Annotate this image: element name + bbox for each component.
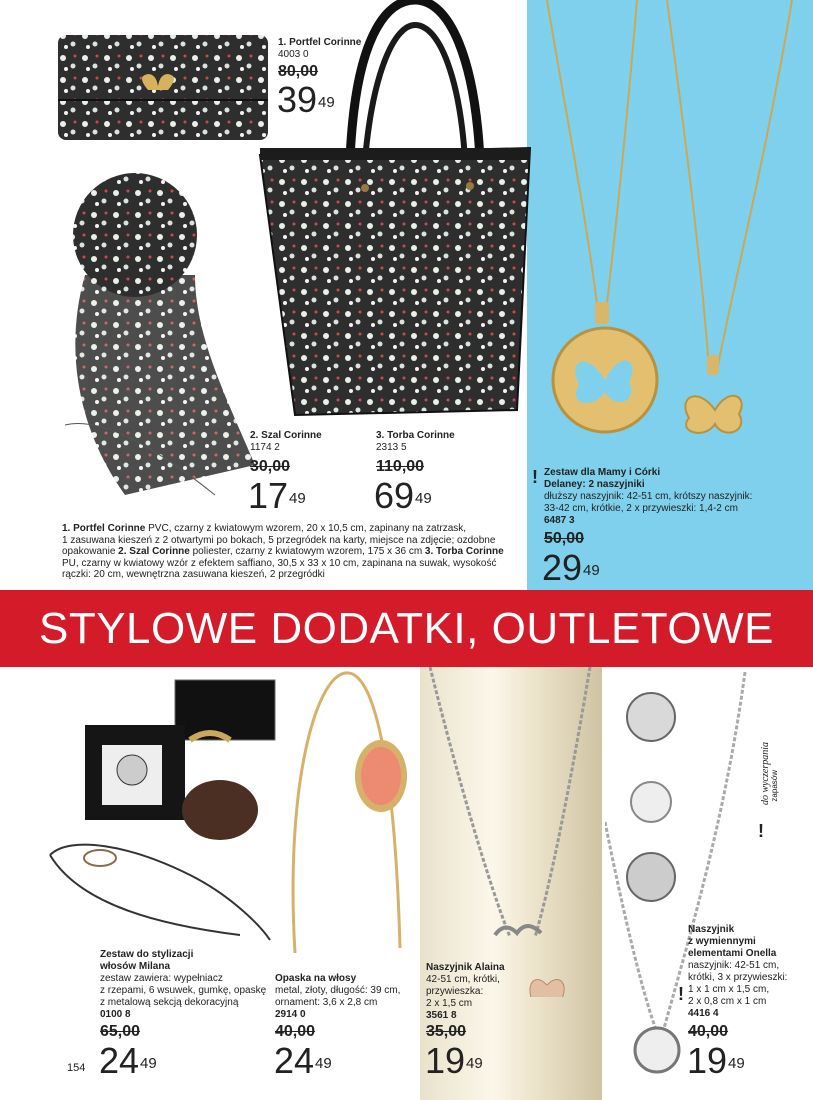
headband-text: Opaska na włosy metal, złoty, długość: 39 cm, ornament: 3,6 x 2,8 cm 2914 0 [275,973,401,1020]
hair-set-text: Zestaw do stylizacji włosów Milana zestaw zawiera: wypełniacz z rzepami, 6 wsuwek, gumkę, opaskę z metalową sekcją dekoracyjną 0100 8 [100,949,267,1020]
hair-set-price: $24^{49}$ [99,1040,157,1081]
bag-title: 3. Torba Corinne [376,430,455,441]
corinne-description: 1. Portfel Corinne PVC, czarny z kwiatowym wzorem, 20 x 10,5 cm, zapinany na zatrzask, 1 zasuwana kieszeń z 2 otwartymi po bokach, 5 przegródek na karty, miejsce na zdjęcie; ozdobne opakowanie 2. Szal Corinne poliester, czarny z kwiatowym wzorem, 175 x 36 cm 3. Torba Corinne PU, czarny w kwiatowy wzór z efektem saffiano, 30,5 x 33 x 10 cm, zapinana na suwak, wysokość rączki: 20 cm, wewnętrzna zasuwana kieszeń, 2 przegródki [62,523,504,580]
bag-code: 2313 5 [376,442,407,453]
alaina-necklace-image [420,667,602,997]
section-banner: STYLOWE DODATKI, OUTLETOWE [0,590,813,667]
mother-daughter-old-price: 50,00 [544,530,585,547]
stock-note-line2: zapasów [770,770,779,802]
onella-limited-stock-icon: ! [678,984,684,1004]
alaina-old-price: 35,00 [426,1023,467,1040]
stock-note-exclamation-icon: ! [758,821,764,841]
headband-image [285,668,420,958]
stock-note: do wyczerpania [760,742,771,806]
wallet-code: 4003 0 [278,49,309,60]
onella-old-price: 40,00 [688,1023,729,1040]
scarf-image [45,165,260,505]
scarf-code: 1174 2 [250,442,280,453]
mother-daughter-price: $29^{49}$ [542,547,600,588]
onella-text: Naszyjnik z wymiennymi elementami Onella naszyjnik: 42-51 cm, krótki, 3 x przywieszki: 1 x 1 cm x 1,5 cm, 2 x 0,8 cm x 1 cm 4416 4 [688,924,788,1019]
wallet-old-price: 80,00 [278,63,319,80]
wallet-price: $39^{49}$ [277,79,335,120]
mother-daughter-text: Zestaw dla Mamy i Córki Delaney: 2 naszyjniki dłuższy naszyjnik: 42-51 cm, krótszy naszyjnik: 33-42 cm, krótkie, 2 x przywieszki: 1,4-2 cm 6487 3 [544,467,753,526]
scarf-old-price: 30,00 [250,458,291,475]
wallet-image [58,30,273,145]
headband-old-price: 40,00 [275,1023,316,1040]
onella-price: $19^{49}$ [687,1040,745,1081]
wallet-title: 1. Portfel Corinne [278,37,362,48]
alaina-text: Naszyjnik Alaina 42-51 cm, krótki, przywieszka: 2 x 1,5 cm 3561 8 [426,962,505,1021]
bag-old-price: 110,00 [376,458,425,475]
page-number: 154 [67,1062,86,1074]
limited-stock-icon: ! [532,467,538,487]
hair-styling-set-image [40,675,280,945]
alaina-price: $19^{49}$ [425,1040,483,1081]
bag-price: $69^{49}$ [374,475,432,516]
scarf-price: $17^{49}$ [248,475,306,516]
scarf-title: 2. Szal Corinne [250,430,322,441]
hair-set-old-price: 65,00 [100,1023,141,1040]
headband-price: $24^{49}$ [274,1040,332,1081]
